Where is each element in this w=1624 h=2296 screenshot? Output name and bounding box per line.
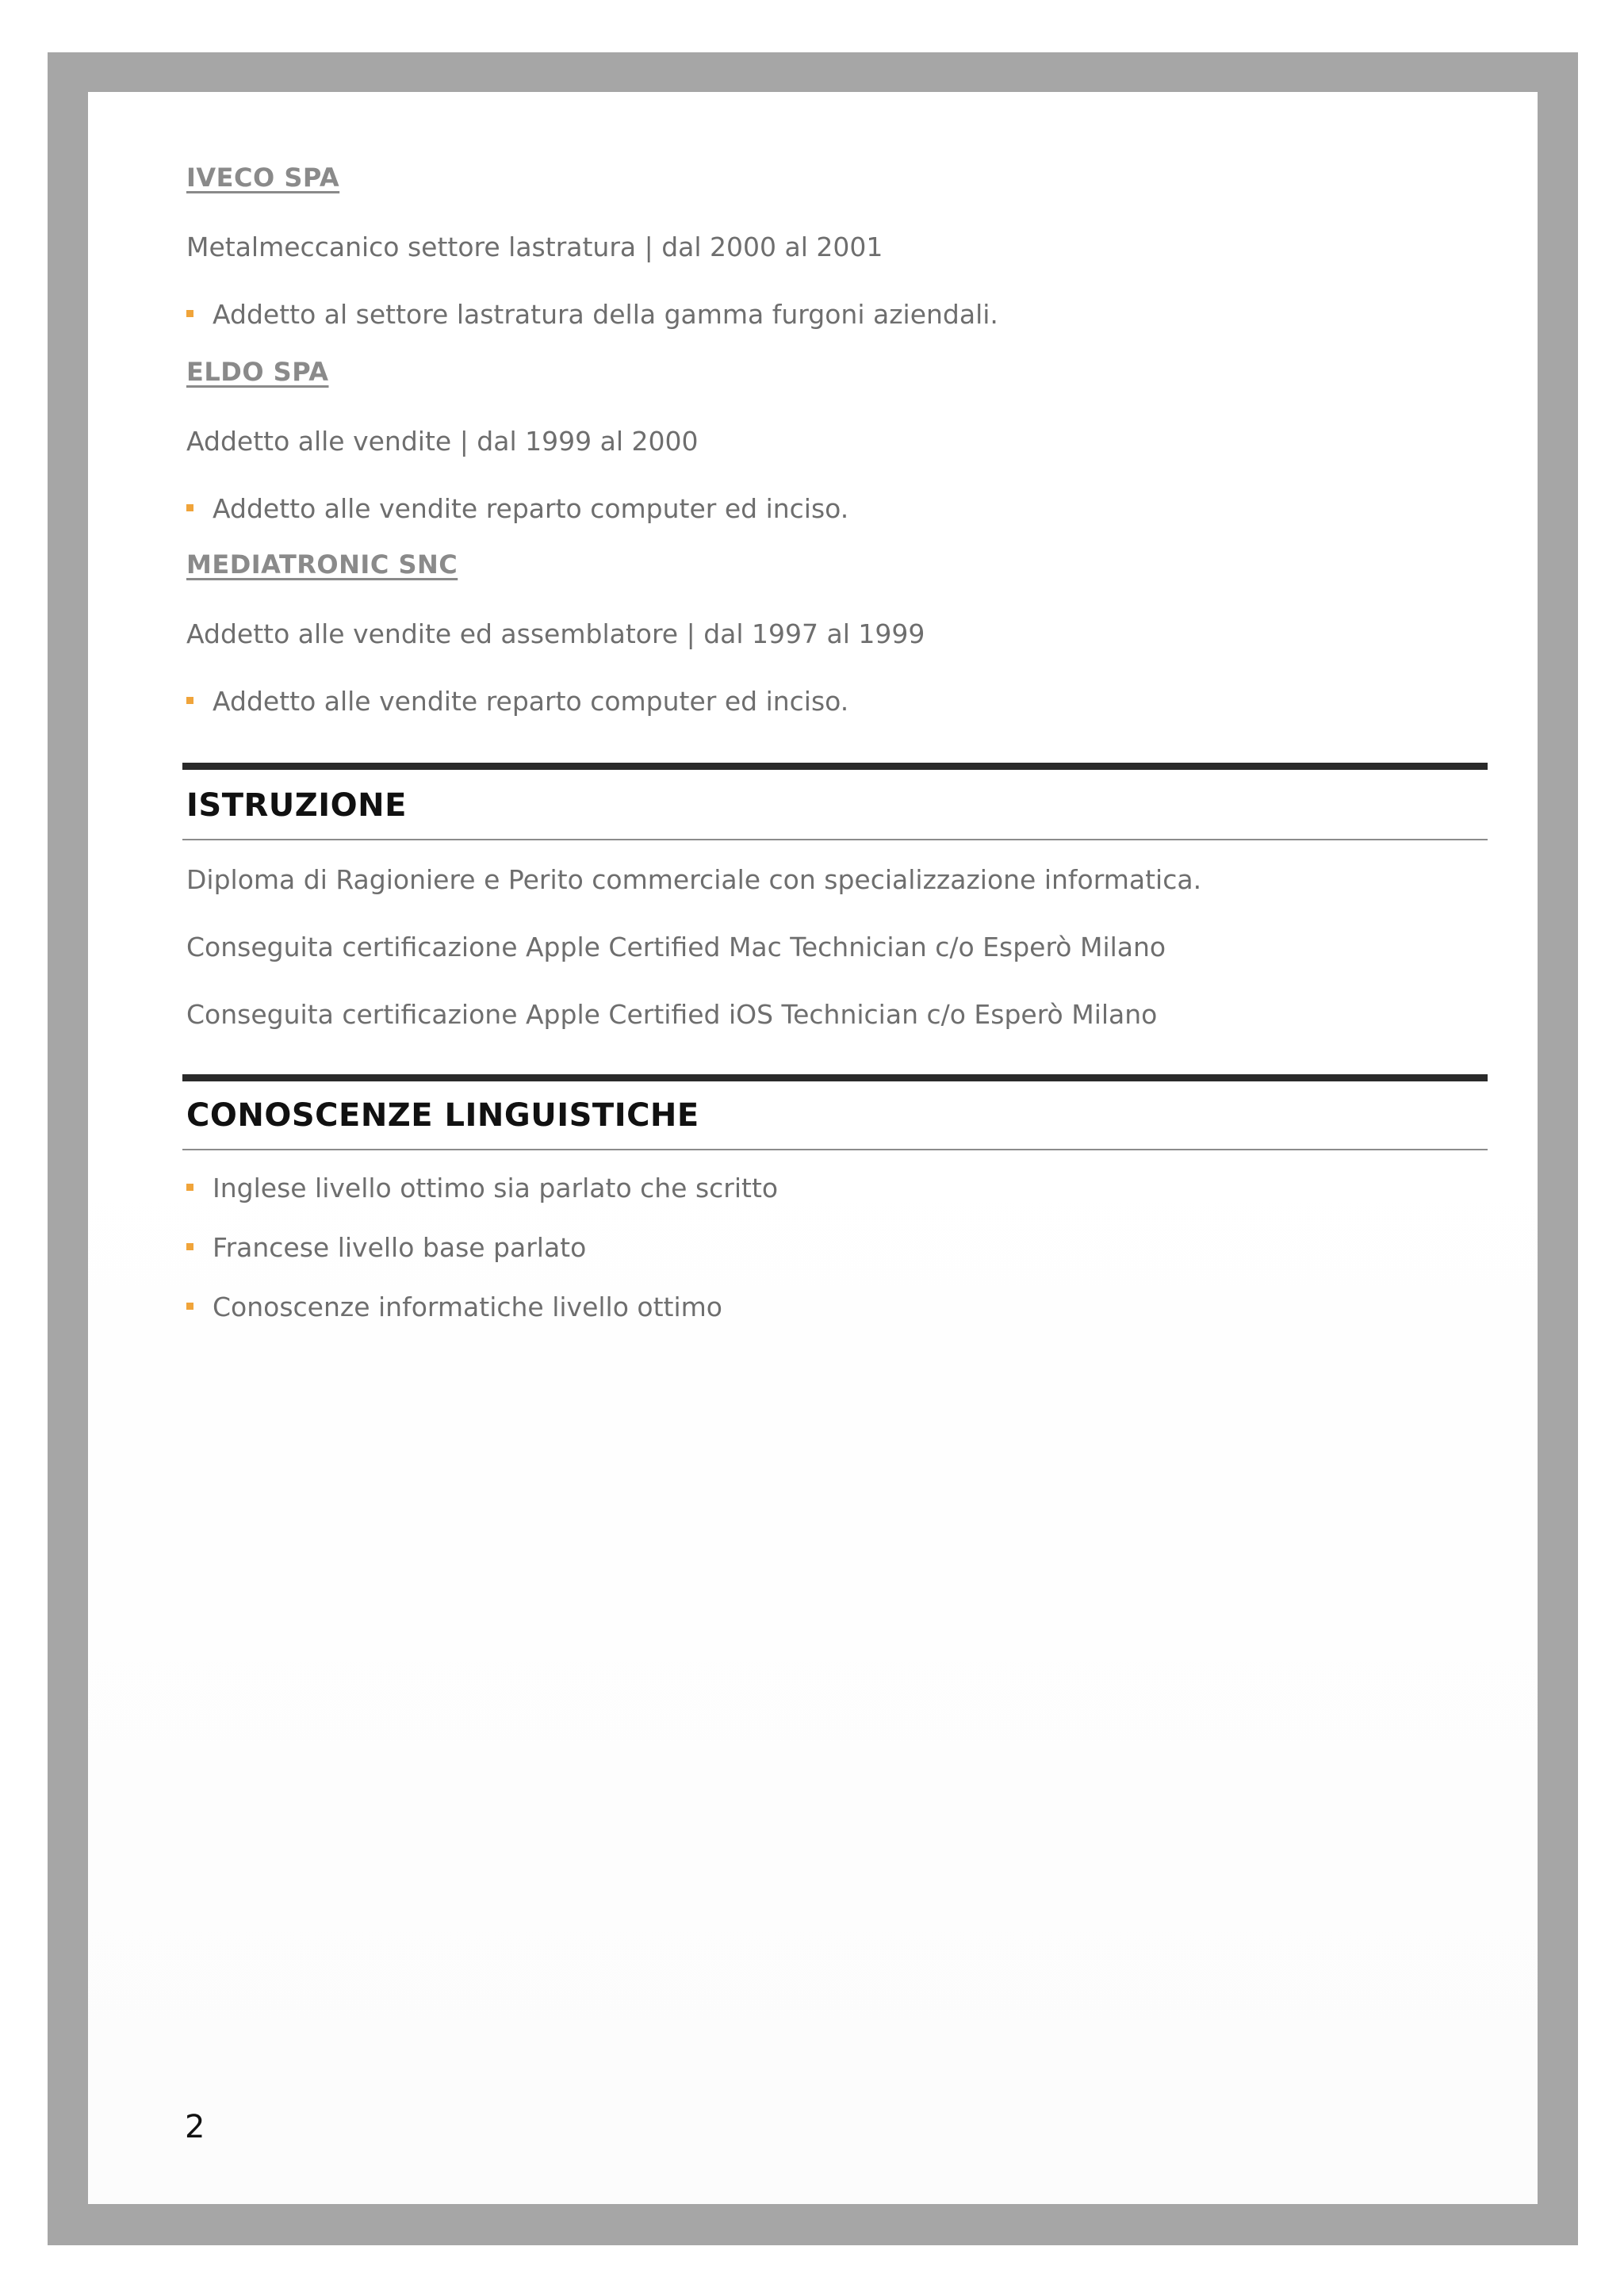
- bullet-square-icon: [186, 1243, 193, 1250]
- education-line: Diploma di Ragioniere e Perito commerciale con specializzazione informatica.: [186, 864, 1202, 895]
- education-line: Conseguita certificazione Apple Certified Mac Technician c/o Esperò Milano: [186, 932, 1166, 962]
- list-item-text: Inglese livello ottimo sia parlato che scritto: [213, 1173, 779, 1203]
- section-divider: [182, 1074, 1488, 1081]
- company-name: ELDO SPA: [186, 357, 329, 387]
- section-heading-languages: CONOSCENZE LINGUISTICHE: [186, 1097, 699, 1134]
- list-item-text: Addetto alle vendite reparto computer ed inciso.: [213, 493, 849, 524]
- heading-underline: [182, 839, 1488, 840]
- list-item: [186, 1173, 778, 1203]
- job-role: Metalmeccanico settore lastratura | dal 2000 al 2001: [186, 232, 883, 262]
- list-item-text: Addetto alle vendite reparto computer ed inciso.: [213, 686, 849, 717]
- education-line: Conseguita certificazione Apple Certified iOS Technician c/o Esperò Milano: [186, 999, 1158, 1030]
- bullet-square-icon: [186, 310, 193, 317]
- section-heading-education: ISTRUZIONE: [186, 787, 407, 824]
- bullet-square-icon: [186, 1184, 193, 1191]
- job-role: Addetto alle vendite | dal 1999 al 2000: [186, 426, 699, 457]
- list-item: [186, 686, 848, 717]
- company-name: IVECO SPA: [186, 163, 340, 193]
- bullet-square-icon: [186, 504, 193, 511]
- list-item-text: Francese livello base parlato: [213, 1232, 587, 1263]
- bullet-square-icon: [186, 1303, 193, 1310]
- list-item-text: Conoscenze informatiche livello ottimo: [213, 1292, 722, 1322]
- list-item-text: Addetto al settore lastratura della gamma furgoni aziendali.: [213, 299, 998, 330]
- bullet-square-icon: [186, 697, 193, 704]
- list-item: [186, 299, 998, 330]
- list-item: [186, 1232, 586, 1263]
- list-item: [186, 493, 848, 524]
- list-item: [186, 1292, 722, 1322]
- heading-underline: [182, 1149, 1488, 1150]
- company-name: MEDIATRONIC SNC: [186, 549, 458, 580]
- page-sheet: [88, 92, 1538, 2204]
- job-role: Addetto alle vendite ed assemblatore | dal 1997 al 1999: [186, 618, 925, 649]
- section-divider: [182, 763, 1488, 770]
- page-number: 2: [185, 2109, 205, 2145]
